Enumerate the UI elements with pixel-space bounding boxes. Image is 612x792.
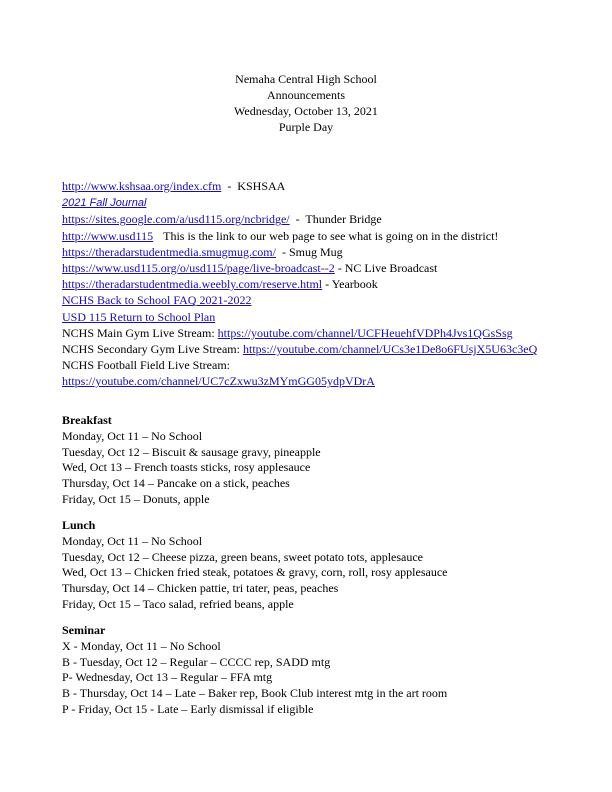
- lunch-item: Friday, Oct 15 – Taco salad, refried beans, apple: [62, 596, 294, 611]
- announcement-header: [0, 71, 612, 135]
- link-row-back-to-school-faq: [62, 292, 602, 308]
- lunch-item: Wed, Oct 13 – Chicken fried steak, potatoes & gravy, corn, roll, rosy applesauce: [62, 565, 448, 580]
- thunder-bridge-link[interactable]: https://sites.google.com/a/usd115.org/ncbridge/: [62, 212, 290, 227]
- thunder-bridge-label: - Thunder Bridge: [289, 212, 382, 227]
- district-website-link[interactable]: http://www.usd115: [62, 228, 154, 243]
- links-section: [62, 178, 602, 390]
- smug-mug-link[interactable]: https://theradarstudentmedia.smugmug.com/: [62, 244, 276, 259]
- breakfast-item: Wed, Oct 13 – French toasts sticks, rosy applesauce: [62, 460, 311, 475]
- secondary-gym-stream-label: NCHS Secondary Gym Live Stream:: [62, 342, 243, 357]
- lunch-section: [62, 518, 602, 613]
- breakfast-item: Friday, Oct 15 – Donuts, apple: [62, 491, 210, 506]
- lunch-item: Monday, Oct 11 – No School: [62, 533, 203, 548]
- seminar-item: P - Friday, Oct 15 - Late – Early dismissal if eligible: [62, 701, 314, 716]
- link-row-return-to-school: [62, 309, 602, 325]
- link-row-yearbook: [62, 276, 602, 292]
- seminar-item: B - Tuesday, Oct 12 – Regular – CCCC rep, SADD mtg: [62, 654, 331, 669]
- breakfast-item: Thursday, Oct 14 – Pancake on a stick, peaches: [62, 476, 290, 491]
- main-gym-stream-row: [62, 325, 602, 341]
- smug-mug-label: - Smug Mug: [275, 244, 343, 259]
- return-to-school-plan-link[interactable]: USD 115 Return to School Plan: [62, 309, 216, 324]
- link-row-fall-journal: [62, 194, 602, 211]
- link-row-district-website: [62, 228, 602, 244]
- seminar-item: B - Thursday, Oct 14 – Late – Baker rep, Book Club interest mtg in the art room: [62, 686, 448, 701]
- football-field-stream-link[interactable]: https://youtube.com/channel/UC7cZxwu3zMYmGG05ydpVDrA: [62, 374, 375, 389]
- lunch-heading: Lunch: [62, 518, 96, 532]
- football-field-stream-label: NCHS Football Field Live Stream:: [62, 358, 230, 373]
- main-gym-stream-label: NCHS Main Gym Live Stream:: [62, 325, 218, 340]
- live-broadcast-label: - NC Live Broadcast: [334, 261, 438, 276]
- school-name: Nemaha Central High School: [235, 72, 377, 86]
- seminar-item: P- Wednesday, Oct 13 – Regular – FFA mtg: [62, 670, 273, 685]
- breakfast-section: [62, 413, 602, 508]
- live-broadcast-link[interactable]: https://www.usd115.org/o/usd115/page/live-broadcast--2: [62, 261, 335, 276]
- link-row-live-broadcast: [62, 260, 602, 276]
- yearbook-label: - Yearbook: [322, 277, 378, 292]
- day-color: Purple Day: [278, 120, 334, 134]
- breakfast-item: Tuesday, Oct 12 – Biscuit & sausage gravy, pineapple: [62, 444, 321, 459]
- seminar-item: X - Monday, Oct 11 – No School: [62, 638, 221, 653]
- kshsaa-label: - KSHSAA: [221, 179, 286, 193]
- announcement-date: Wednesday, October 13, 2021: [234, 104, 378, 118]
- breakfast-item: Monday, Oct 11 – No School: [62, 428, 203, 443]
- link-row-smug-mug: [62, 244, 602, 260]
- kshsaa-link[interactable]: http://www.kshsaa.org/index.cfm: [62, 179, 222, 193]
- link-row-thunder-bridge: [62, 211, 602, 227]
- lunch-item: Tuesday, Oct 12 – Cheese pizza, green beans, sweet potato tots, applesauce: [62, 549, 424, 564]
- secondary-gym-stream-row: [62, 341, 602, 357]
- page-title: Announcements: [267, 88, 345, 102]
- district-website-label: This is the link to our web page to see what is going on in the district!: [163, 228, 499, 243]
- seminar-heading: Seminar: [62, 623, 106, 637]
- secondary-gym-stream-link[interactable]: https://youtube.com/channel/UCs3e1De8o6FUsjX5U63c3eQ: [242, 342, 538, 357]
- main-gym-stream-link[interactable]: https://youtube.com/channel/UCFHeuehfVDPh4Jvs1QGsSsg: [217, 325, 513, 340]
- seminar-section: [62, 623, 602, 718]
- fall-journal-link[interactable]: 2021 Fall Journal: [62, 197, 147, 210]
- lunch-item: Thursday, Oct 14 – Chicken pattie, tri tater, peas, peaches: [62, 581, 339, 596]
- football-field-stream-url-row: [62, 373, 602, 389]
- yearbook-link[interactable]: https://theradarstudentmedia.weebly.com/reserve.html: [62, 277, 323, 292]
- link-row-kshsaa: [62, 178, 602, 194]
- football-field-stream-row: [62, 357, 602, 373]
- breakfast-heading: Breakfast: [62, 413, 112, 427]
- back-to-school-faq-link[interactable]: NCHS Back to School FAQ 2021-2022: [62, 293, 252, 308]
